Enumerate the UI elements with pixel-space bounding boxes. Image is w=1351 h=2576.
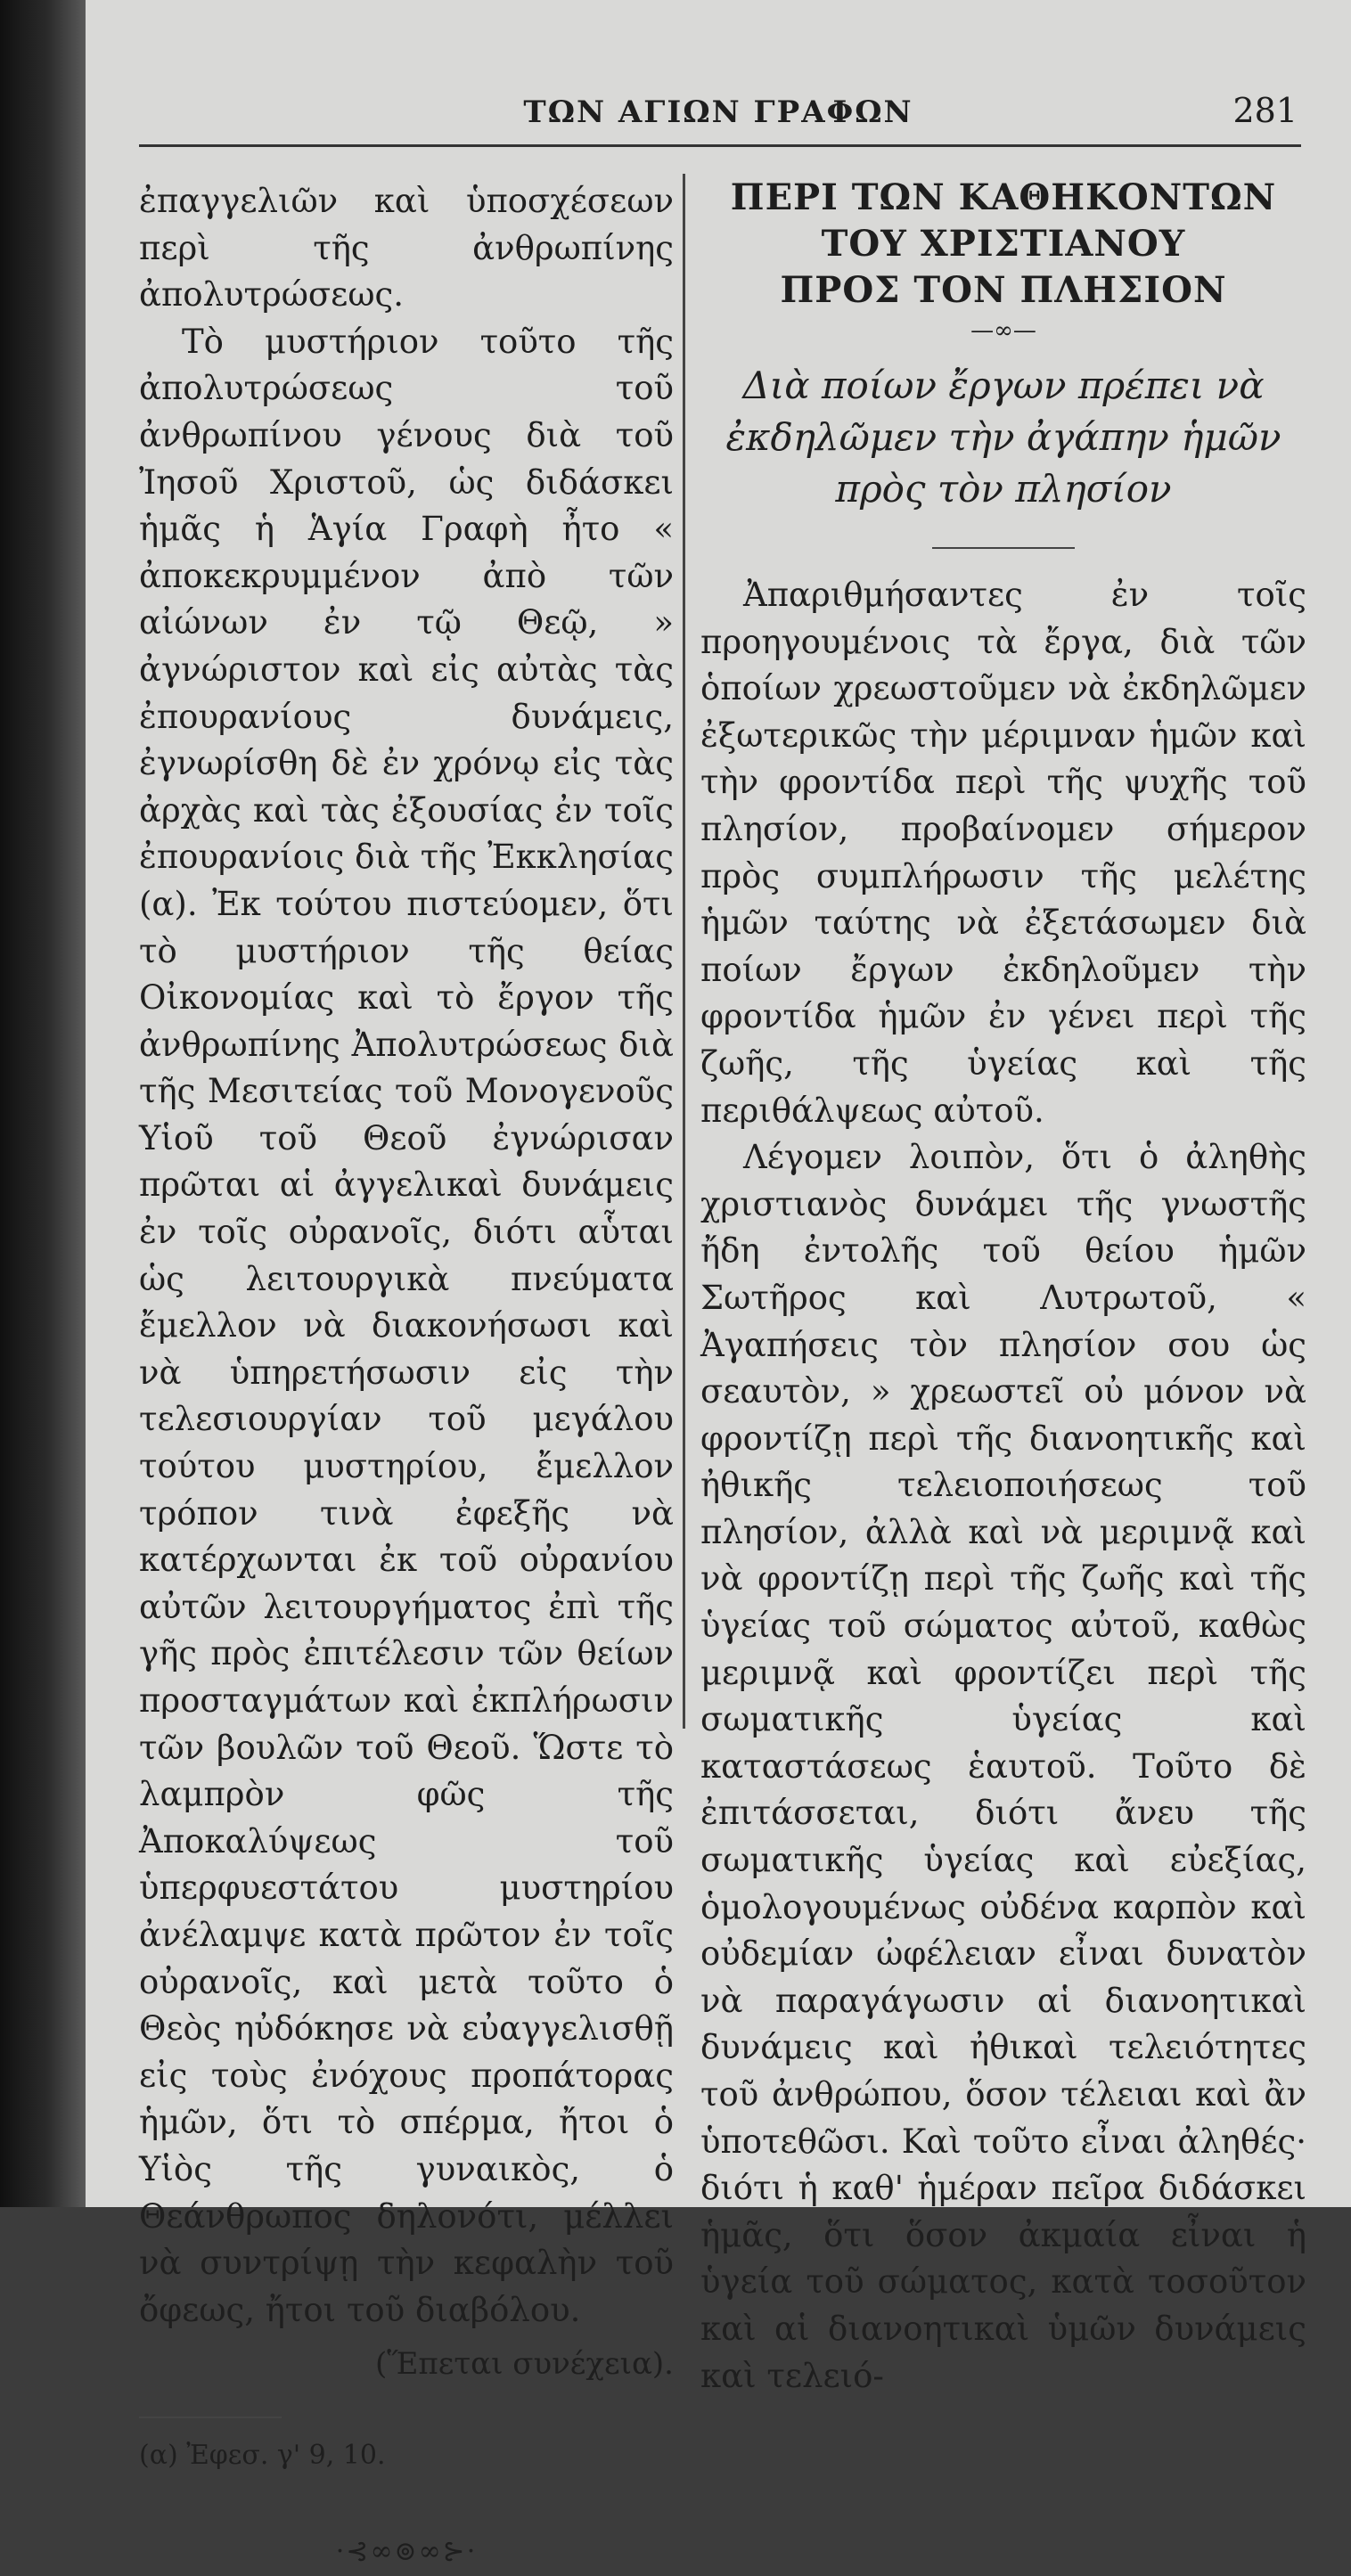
section-heading-line-3: ΠΡΟΣ ΤΟΝ ΠΛΗΣΙΟΝ	[780, 269, 1227, 311]
end-ornament: ·⊰∞⊚∞⊱·	[335, 2535, 478, 2567]
continued-note: (Ἕπεται συνέχεια).	[374, 2346, 674, 2383]
section-heading	[700, 175, 1306, 314]
left-paragraph-2: Τὸ μυστήριον τοῦτο τῆς ἀπολυτρώσεως τοῦ ἀνθρωπίνου γένους διὰ τοῦ Ἰησοῦ Χριστοῦ, ὡς διδάσκει ἡμᾶς ἡ Ἁγία Γραφὴ ἦτο « ἀποκεκρυμμένον ἀπὸ τῶν αἰώνων ἐν τῷ Θεῷ, » ἀγνώριστον καὶ εἰς αὐτὰς τὰς ἐπουρανίους δυνάμεις, ἐγνωρίσθη δὲ ἐν χρόνῳ εἰς τὰς ἀρχὰς καὶ τὰς ἐξουσίας ἐν τοῖς ἐπουρανίοις διὰ τῆς Ἐκκλησίας (α). Ἐκ τούτου πιστεύομεν, ὅτι τὸ μυστήριον τῆς θείας Οἰκονομίας καὶ τὸ ἔργον τῆς ἀνθρωπίνης Ἀπολυτρώσεως διὰ τῆς Μεσιτείας τοῦ Μονογενοῦς Υἱοῦ τοῦ Θεοῦ ἐγνώρισαν πρῶται αἱ ἀγγελικαὶ δυνάμεις ἐν τοῖς οὐρανοῖς, διότι αὗται ὡς λειτουργικὰ πνεύματα ἔμελλον νὰ διακονήσωσι καὶ νὰ ὑπηρετήσωσιν εἰς τὴν τελεσιουργίαν τοῦ μεγάλου τούτου μυστηρίου, ἔμελλον τρόπον τινὰ ἐφεξῆς νὰ κατέρχωνται ἐκ τοῦ οὐρανίου αὐτῶν λειτουργήματος ἐπὶ τῆς γῆς πρὸς ἐπιτέλεσιν τῶν θείων προσταγμάτων καὶ ἐκπλήρωσιν τῶν βουλῶν τοῦ Θεοῦ. Ὥστε τὸ λαμπρὸν φῶς τῆς Ἀποκαλύψεως τοῦ ὑπερφυεστάτου μυστηρίου ἀνέλαμψε κατὰ πρῶτον ἐν τοῖς οὐρανοῖς, καὶ μετὰ τοῦτο ὁ Θεὸς ηὐδόκησε νὰ εὐαγγελισθῇ εἰς τοὺς ἐνόχους προπάτορας ἡμῶν, ὅτι τὸ σπέρμα, ἤτοι ὁ Υἱὸς τῆς γυναικὸς, ὁ Θεάνθρωπος δηλονότι, μέλλει νὰ συντρίψῃ τὴν κεφαλὴν τοῦ ὄφεως, ἤτοι τοῦ διαβόλου.	[139, 322, 674, 2329]
subheading-rule	[932, 547, 1075, 549]
footnote: (α) Ἐφεσ. γ' 9, 10.	[139, 2439, 386, 2471]
right-paragraph-2: Λέγομεν λοιπὸν, ὅτι ὁ ἀληθὴς χριστιανὸς δυνάμει τῆς γνωστῆς ἤδη ἐντολῆς τοῦ θείου ἡμῶν Σωτῆρος καὶ Λυτρωτοῦ, « Ἀγαπήσεις τὸν πλησίον σου ὡς σεαυτὸν, » χρεωστεῖ οὐ μόνον νὰ φροντίζῃ περὶ τῆς διανοητικῆς καὶ ἠθικῆς τελειοποιήσεως τοῦ πλησίον, ἀλλὰ καὶ νὰ μεριμνᾷ καὶ νὰ φροντίζῃ περὶ τῆς ζωῆς καὶ τῆς ὑγείας τοῦ σώματος αὐτοῦ, καθὼς μεριμνᾷ καὶ φροντίζει περὶ τῆς σωματικῆς ὑγείας καὶ καταστάσεως ἑαυτοῦ. Τοῦτο δὲ ἐπιτάσσεται, διότι ἄνευ τῆς σωματικῆς ὑγείας καὶ εὐεξίας, ὁμολογουμένως οὐδένα καρπὸν καὶ οὐδεμίαν ὠφέλειαν εἶναι δυνατὸν νὰ παραγάγωσιν αἱ διανοητικαὶ δυνάμεις καὶ ἠθικαὶ τελειότητες τοῦ ἀνθρώπου, ὅσον τέλειαι καὶ ἂν ὑποτεθῶσι. Καὶ τοῦτο εἶναι ἀληθές· διότι ἡ καθ' ἡμέραν πεῖρα διδάσκει ἡμᾶς, ὅτι ὅσον ἀκμαία εἶναι ἡ ὑγεία τοῦ σώματος, κατὰ τοσοῦτον καὶ αἱ διανοητικαὶ ὑμῶν δυνάμεις καὶ τελειό-	[700, 1138, 1306, 2395]
column-divider	[683, 174, 685, 1729]
section-subheading: Διὰ ποίων ἔργων πρέπει νὰ ἐκδηλῶμεν τὴν ἀγάπην ἡμῶν πρὸς τὸν πλησίον	[725, 364, 1281, 511]
section-heading-line-2: ΤΟΥ ΧΡΙΣΤΙΑΝΟΥ	[821, 223, 1186, 265]
page-number: 281	[1232, 91, 1298, 130]
page-header	[86, 89, 1351, 143]
book-spine-shadow	[0, 0, 86, 2207]
right-column	[700, 175, 1306, 2400]
section-heading-line-1: ΠΕΡΙ ΤΩΝ ΚΑΘΗΚΟΝΤΩΝ	[730, 176, 1277, 218]
header-rule	[139, 144, 1301, 147]
footnote-rule	[139, 2417, 282, 2418]
right-paragraph-1: Ἀπαριθμήσαντες ἐν τοῖς προηγουμένοις τὰ ἔργα, διὰ τῶν ὁποίων χρεωστοῦμεν νὰ ἐκδηλῶμεν ἐξωτερικῶς τὴν μέριμναν ἡμῶν καὶ τὴν φροντίδα περὶ τῆς ψυχῆς τοῦ πλησίον, προβαίνομεν σήμερον πρὸς συμπλήρωσιν τῆς μελέτης ἡμῶν ταύτης νὰ ἐξετάσωμεν διὰ ποίων ἔργων ἐκδηλοῦμεν τὴν φροντίδα ἡμῶν ἐν γένει περὶ τῆς ζωῆς, τῆς ὑγείας καὶ τῆς περιθάλψεως αὐτοῦ.	[700, 576, 1306, 1130]
book-page	[86, 0, 1351, 2567]
running-title: ΤΩΝ ΑΓΙΩΝ ΓΡΑΦΩΝ	[523, 94, 913, 130]
left-column	[139, 178, 674, 2576]
left-paragraph-1: ἐπαγγελιῶν καὶ ὑποσχέσεων περὶ τῆς ἀνθρωπίνης ἀπολυτρώσεως.	[139, 182, 674, 315]
heading-ornament: —∞—	[970, 317, 1036, 344]
